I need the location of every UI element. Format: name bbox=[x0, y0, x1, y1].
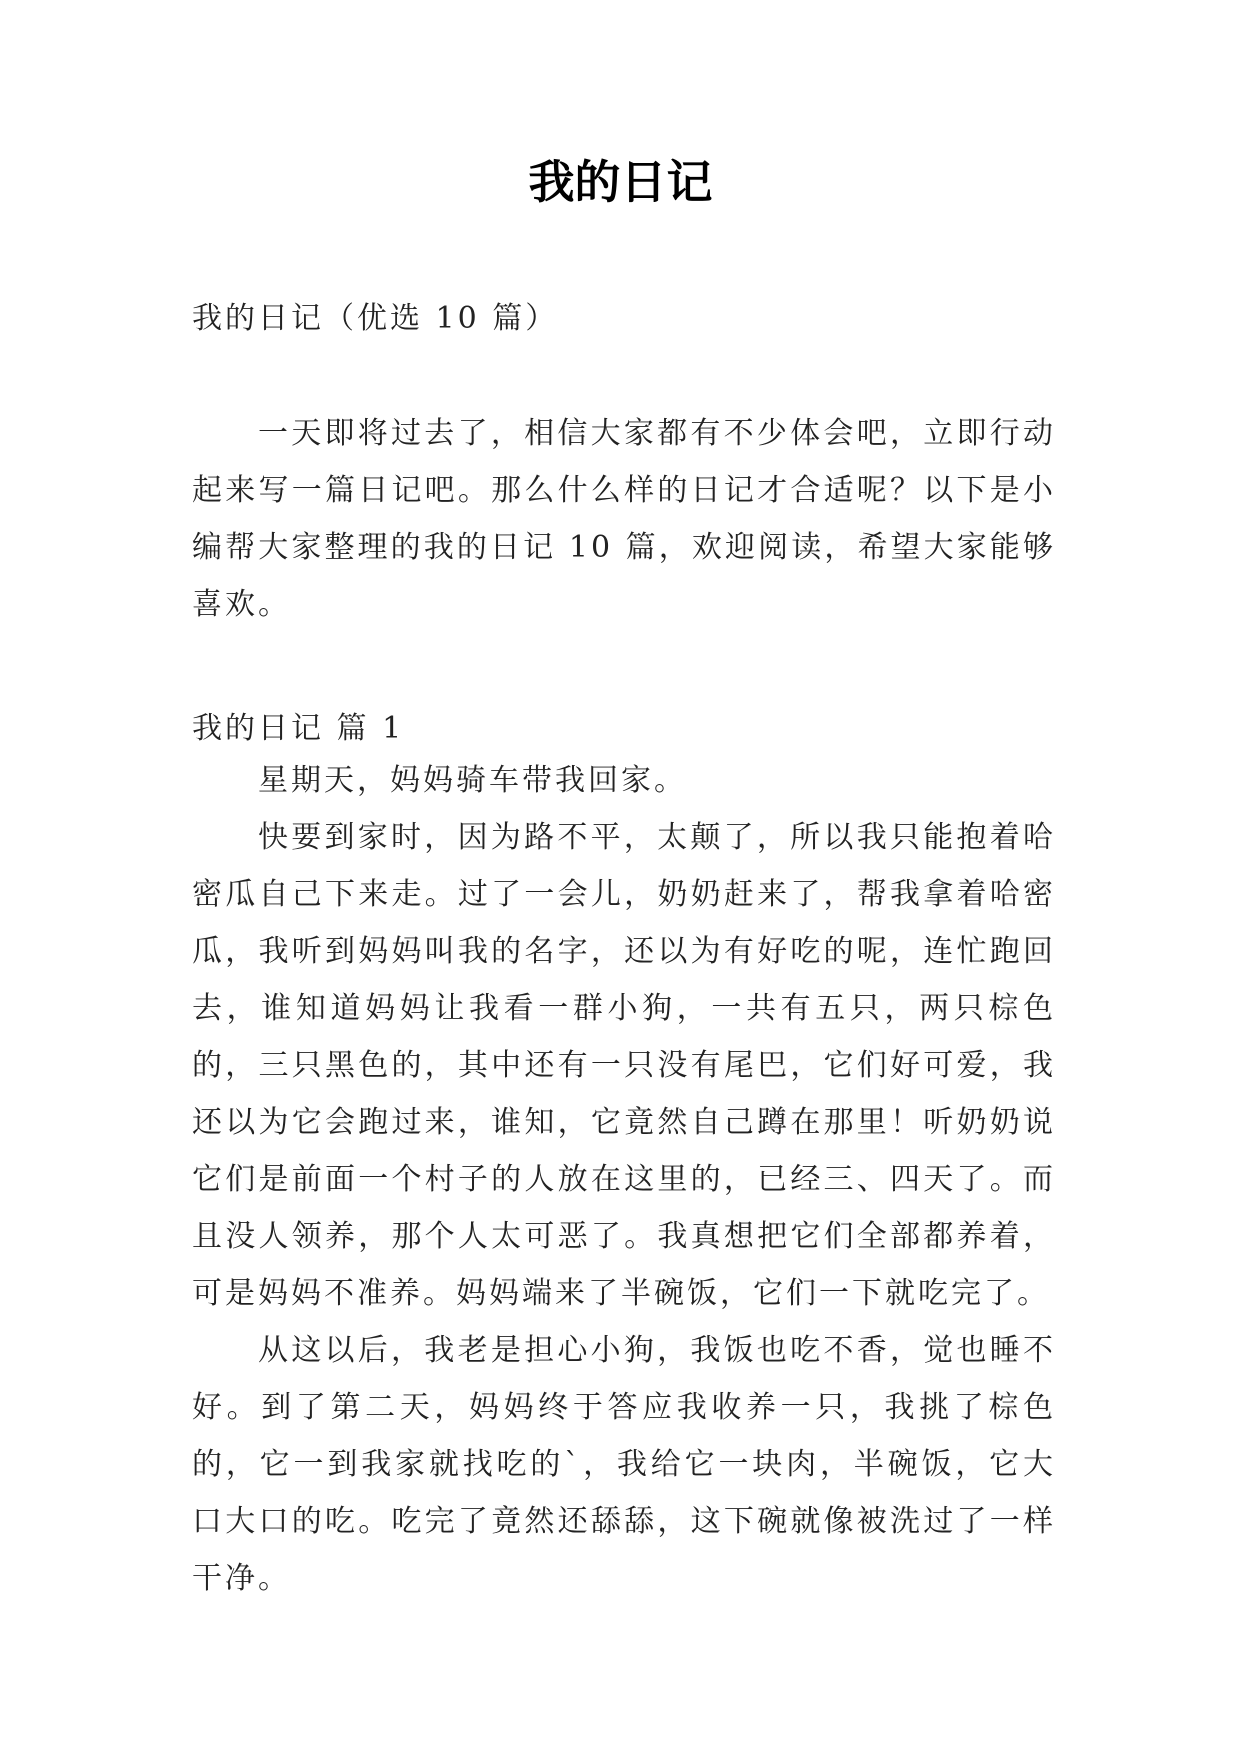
entry-paragraph: 星期天，妈妈骑车带我回家。 bbox=[258, 763, 687, 798]
document-subtitle: 我的日记（优选 10 篇） bbox=[192, 301, 559, 336]
entry-body bbox=[192, 752, 1056, 1607]
document-title: 我的日记 bbox=[528, 155, 713, 209]
entry-heading: 我的日记 篇 1 bbox=[192, 711, 405, 746]
entry-paragraph: 从这以后，我老是担心小狗，我饭也吃不香，觉也睡不好。到了第二天，妈妈终于答应我收养一只，我挑了棕色的，它一到我家就找吃的`，我给它一块肉，半碗饭，它大口大口的吃。吃完了竟然还舔舔，这下碗就像被洗过了一样干净。 bbox=[192, 1333, 1056, 1596]
entry-paragraph: 快要到家时，因为路不平，太颠了，所以我只能抱着哈密瓜自己下来走。过了一会儿，奶奶赶来了，帮我拿着哈密瓜，我听到妈妈叫我的名字，还以为有好吃的呢，连忙跑回去，谁知道妈妈让我看一群小狗，一共有五只，两只棕色的，三只黑色的，其中还有一只没有尾巴，它们好可爱，我还以为它会跑过来，谁知，它竟然自己蹲在那里！听奶奶说它们是前面一个村子的人放在这里的，已经三、四天了。而且没人领养，那个人太可恶了。我真想把它们全部都养着，可是妈妈不准养。妈妈端来了半碗饭，它们一下就吃完了。 bbox=[192, 820, 1056, 1311]
intro-paragraph: 一天即将过去了，相信大家都有不少体会吧，立即行动起来写一篇日记吧。那么什么样的日记才合适呢？以下是小编帮大家整理的我的日记 10 篇，欢迎阅读，希望大家能够喜欢。 bbox=[192, 416, 1056, 622]
